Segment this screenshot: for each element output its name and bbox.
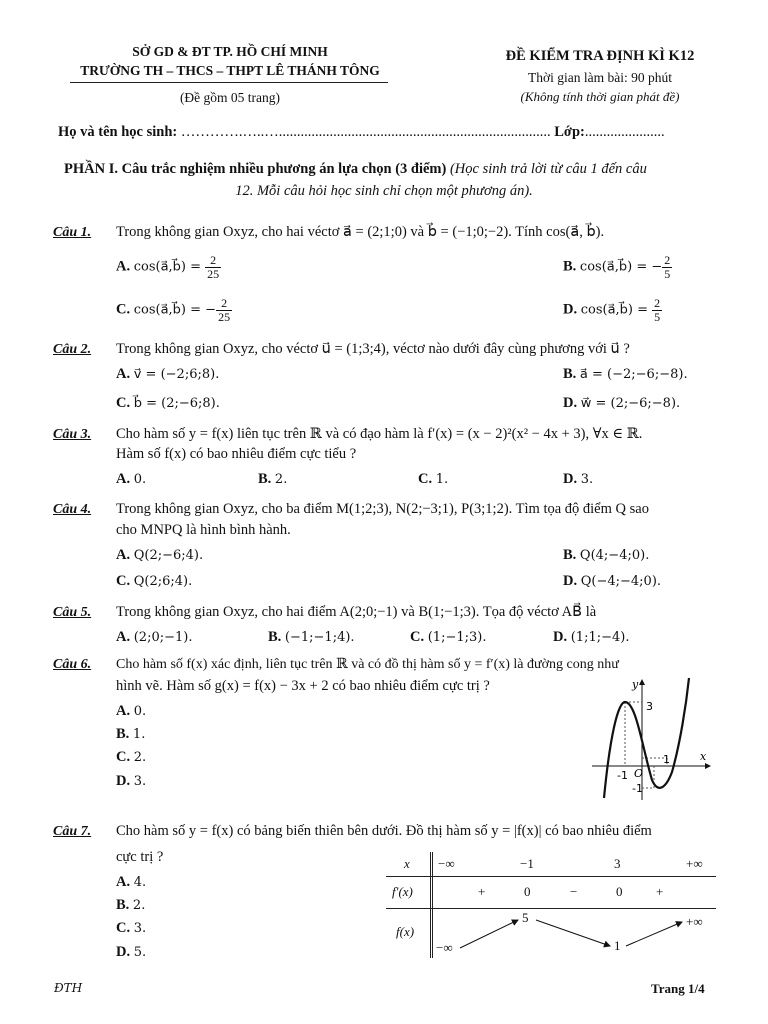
q6-option-b[interactable]: B. 1.	[116, 726, 146, 742]
q1-b-fraction: $\frac{2}{5}$	[664, 253, 671, 281]
q4-option-b[interactable]: B. Q(4;−4;0).	[563, 547, 650, 563]
class-dots: ......................	[584, 124, 665, 140]
table-f-max-5: 5	[522, 910, 529, 925]
q2-option-a[interactable]: A. v⃗ = (−2;6;8).	[116, 366, 220, 382]
arrow-up-2	[626, 922, 682, 946]
student-name-dots: ………….…..…...........................................................................	[177, 124, 551, 140]
q4-text-1: Trong không gian Oxyz, cho ba điểm M(1;2;3), N(2;−3;1), P(3;1;2). Tìm tọa độ điểm Q sao	[116, 501, 649, 517]
exam-title: ĐỀ KIỂM TRA ĐỊNH KÌ K12	[505, 48, 695, 64]
q3-text-1: Cho hàm số y = f(x) liên tục trên ℝ và có đạo hàm là f′(x) = (x − 2)²(x² − 4x + 3), ∀x ∈ ℝ.	[116, 426, 643, 442]
q7-option-d[interactable]: D. 5.	[116, 944, 147, 960]
footer-initials: ĐTH	[54, 981, 83, 995]
q1-d-fraction: $\frac{2}{5}$	[654, 296, 661, 324]
q2-option-b[interactable]: B. a⃗ = (−2;−6;−8).	[563, 366, 688, 382]
table-x-minus-inf: −∞	[438, 856, 455, 871]
page-number: Trang 1/4	[651, 981, 705, 996]
arrow-down	[536, 920, 610, 946]
q1-label: Câu 1.	[53, 225, 92, 240]
table-zero-2: 0	[616, 884, 623, 899]
table-f-minus-inf: −∞	[436, 940, 453, 955]
q1-a-fraction: $\frac{2}{25}$	[207, 253, 220, 281]
q3-text-2: Hàm số f(x) có bao nhiêu điểm cực tiểu ?	[116, 446, 357, 462]
q6-text-1: Cho hàm số f(x) xác định, liên tục trên ℝ và có đồ thị hàm số y = f′(x) là đường cong như	[116, 657, 619, 672]
q6-label: Câu 6.	[53, 657, 92, 672]
graph-origin: O	[634, 767, 644, 780]
q3-option-b[interactable]: B. 2.	[258, 471, 288, 487]
arrow-up-1	[460, 920, 518, 948]
q2-label: Câu 2.	[53, 342, 92, 357]
q4-option-d[interactable]: D. Q(−4;−4;0).	[563, 573, 662, 589]
q5-option-c[interactable]: C. (1;−1;3).	[410, 629, 487, 645]
table-sign-3: +	[656, 884, 664, 899]
q4-text-2: cho MNPQ là hình bình hành.	[116, 522, 291, 538]
table-zero-1: 0	[524, 884, 531, 899]
q7-text-2: cực trị ?	[116, 849, 164, 865]
school-name: TRƯỜNG TH – THCS – THPT LÊ THÁNH TÔNG	[80, 63, 380, 78]
part1-title: PHẦN I. Câu trắc nghiệm nhiều phương án lựa chọn (3 điểm)	[64, 161, 447, 177]
table-x-3: 3	[614, 856, 621, 871]
part1-instruction-2: 12. Mỗi câu hỏi học sinh chỉ chọn một phương án).	[235, 183, 533, 199]
q6-text-2: hình vẽ. Hàm số g(x) = f(x) − 3x + 2 có bao nhiêu điểm cực trị ?	[116, 678, 490, 694]
graph-tick-1: 1	[663, 753, 670, 766]
table-x-header: x	[404, 856, 410, 871]
q2-option-d[interactable]: D. w⃗ = (2;−6;−8).	[563, 395, 681, 411]
header-underline	[70, 82, 388, 83]
q1-option-b[interactable]: B. cos(a⃗,b⃗) = − $\frac{2}{5}$	[563, 253, 671, 281]
graph-tick-neg1-y: -1	[632, 782, 643, 795]
q6-option-d[interactable]: D. 3.	[116, 773, 147, 789]
exam-time: Thời gian làm bài: 90 phút	[528, 70, 672, 85]
class-label: Lớp:	[554, 124, 585, 140]
q4-label: Câu 4.	[53, 502, 92, 517]
q2-text: Trong không gian Oxyz, cho véctơ u⃗ = (1;3;4), véctơ nào dưới đây cùng phương với u⃗ ?	[116, 341, 630, 357]
pages-note: (Đề gồm 05 trang)	[179, 90, 281, 105]
q3-option-d[interactable]: D. 3.	[563, 471, 594, 487]
q7-text-1: Cho hàm số y = f(x) có bảng biến thiên bên dưới. Đồ thị hàm số y = |f(x)| có bao nhiêu điểm	[116, 823, 652, 839]
q4-option-a[interactable]: A. Q(2;−6;4).	[116, 547, 204, 563]
part1-heading	[64, 161, 647, 178]
q5-option-a[interactable]: A. (2;0;−1).	[116, 629, 193, 645]
table-f-min-1: 1	[614, 938, 621, 953]
table-sign-1: +	[478, 884, 486, 899]
q1-text: Trong không gian Oxyz, cho hai véctơ a⃗ = (2;1;0) và b⃗ = (−1;0;−2). Tính cos(a⃗, b⃗).	[116, 224, 605, 240]
q1-c-fraction: $\frac{2}{25}$	[218, 296, 231, 324]
q5-text: Trong không gian Oxyz, cho hai điểm A(2;0;−1) và B(1;−1;3). Tọa độ véctơ AB⃗ là	[116, 604, 597, 620]
student-name-label: Họ và tên học sinh:	[58, 124, 178, 140]
table-arrows	[386, 908, 716, 958]
student-line	[58, 124, 665, 141]
q2-option-c[interactable]: C. b⃗ = (2;−6;8).	[116, 395, 220, 411]
q3-label: Câu 3.	[53, 427, 92, 442]
q7-variation-table	[386, 852, 716, 958]
part1-instruction-1: (Học sinh trả lời từ câu 1 đến câu	[449, 161, 647, 177]
table-f-plus-inf: +∞	[686, 914, 703, 929]
dept-name: SỞ GD & ĐT TP. HỒ CHÍ MINH	[132, 44, 328, 59]
exam-time-note: (Không tính thời gian phát đề)	[520, 89, 680, 104]
graph-tick-3: 3	[646, 700, 653, 713]
q4-option-c[interactable]: C. Q(2;6;4).	[116, 573, 193, 589]
q7-option-a[interactable]: A. 4.	[116, 874, 147, 890]
graph-y-label: y	[632, 678, 639, 691]
q3-option-a[interactable]: A. 0.	[116, 471, 147, 487]
q7-label: Câu 7.	[53, 824, 92, 839]
q3-option-c[interactable]: C. 1.	[418, 471, 449, 487]
q1-option-a[interactable]: A. cos(a⃗,b⃗) = $\frac{2}{25}$	[116, 253, 220, 281]
q7-option-c[interactable]: C. 3.	[116, 920, 147, 936]
q5-option-b[interactable]: B. (−1;−1;4).	[268, 629, 355, 645]
q5-label: Câu 5.	[53, 605, 92, 620]
table-x-neg1: −1	[520, 856, 534, 871]
graph-x-label: x	[700, 750, 707, 763]
q6-option-a[interactable]: A. 0.	[116, 703, 147, 719]
q1-option-c[interactable]: C. cos(a⃗,b⃗) = − $\frac{2}{25}$	[116, 296, 231, 324]
graph-tick-neg1-x: -1	[617, 769, 628, 782]
table-sign-2: −	[570, 884, 578, 899]
table-x-plus-inf: +∞	[686, 856, 703, 871]
q6-option-c[interactable]: C. 2.	[116, 749, 147, 765]
table-f-header: f(x)	[396, 924, 415, 939]
table-fprime-header: f′(x)	[392, 884, 413, 899]
q5-option-d[interactable]: D. (1;1;−4).	[553, 629, 630, 645]
q1-option-d[interactable]: D. cos(a⃗,b⃗) = $\frac{2}{5}$	[563, 296, 661, 324]
q6-derivative-graph	[592, 676, 714, 802]
q7-option-b[interactable]: B. 2.	[116, 897, 146, 913]
